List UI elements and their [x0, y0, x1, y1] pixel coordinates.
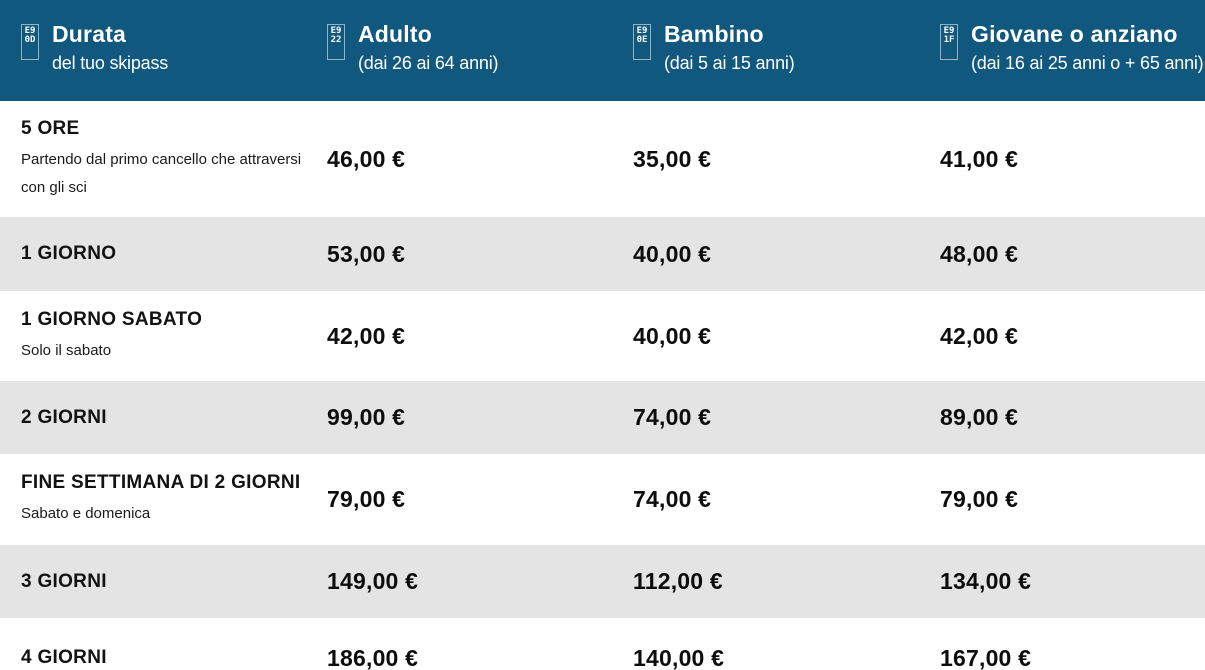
table-row: [0, 217, 1205, 291]
duration-cell: [21, 406, 327, 430]
row-title: FINE SETTIMANA DI 2 GIORNI: [21, 472, 301, 493]
row-title: 1 GIORNO: [21, 243, 117, 264]
price-adult: 99,00 €: [327, 404, 406, 430]
adult-icon: E9 22: [327, 24, 345, 60]
table-row: [0, 381, 1205, 454]
table-row: [0, 101, 1205, 217]
price-child: 74,00 €: [633, 404, 712, 430]
price-child: 40,00 €: [633, 322, 712, 349]
column-subtitle: (dai 26 ai 64 anni): [358, 53, 499, 73]
column-title: Bambino: [664, 21, 764, 47]
table-row: [0, 454, 1205, 545]
row-title: 5 ORE: [21, 117, 80, 139]
duration-cell: [21, 308, 327, 365]
youth-senior-icon: E9 1F: [940, 24, 958, 60]
price-child: 74,00 €: [633, 486, 712, 512]
column-subtitle: del tuo skipass: [52, 53, 169, 73]
duration-cell: [21, 117, 327, 202]
price-adult: 53,00 €: [327, 240, 406, 267]
column-title: Durata: [52, 21, 127, 47]
column-subtitle: (dai 5 ai 15 anni): [664, 53, 795, 73]
header-cell-adulto: [327, 21, 633, 75]
price-child: 35,00 €: [633, 145, 712, 172]
table-body: [0, 101, 1205, 670]
price-youth-senior: 42,00 €: [940, 322, 1019, 349]
price-child: 40,00 €: [633, 240, 712, 267]
duration-cell: [21, 471, 327, 528]
row-subtitle: Solo il sabato: [21, 341, 112, 359]
header-cell-bambino: [633, 21, 940, 75]
row-title: 4 GIORNI: [21, 647, 107, 668]
column-title: Giovane o anziano: [971, 21, 1178, 47]
row-title: 3 GIORNI: [21, 570, 107, 592]
price-adult: 46,00 €: [327, 145, 406, 172]
price-youth-senior: 89,00 €: [940, 404, 1019, 430]
price-youth-senior: 48,00 €: [940, 240, 1019, 267]
table-row: [0, 545, 1205, 618]
table-row: [0, 618, 1205, 670]
header-cell-giovane-o-anziano: [940, 21, 1205, 75]
price-child: 140,00 €: [633, 644, 725, 670]
table-header: [0, 0, 1205, 101]
row-subtitle: Sabato e domenica: [21, 505, 151, 522]
price-adult: 149,00 €: [327, 568, 419, 594]
price-youth-senior: 41,00 €: [940, 145, 1019, 172]
price-adult: 79,00 €: [327, 486, 406, 512]
price-youth-senior: 134,00 €: [940, 568, 1032, 594]
price-youth-senior: 167,00 €: [940, 644, 1032, 670]
duration-icon: E9 0D: [21, 24, 39, 60]
price-adult: 42,00 €: [327, 322, 406, 349]
duration-cell: [21, 242, 327, 266]
price-youth-senior: 79,00 €: [940, 486, 1019, 512]
duration-cell: [21, 646, 327, 670]
child-icon: E9 0E: [633, 24, 651, 60]
header-cell-durata: [21, 21, 327, 75]
column-subtitle: (dai 16 ai 25 anni o + 65 anni): [971, 53, 1204, 73]
price-child: 112,00 €: [633, 568, 723, 594]
row-subtitle: Partendo dal primo cancello che attraversi con gli sci: [21, 150, 302, 196]
table-row: [0, 291, 1205, 381]
row-title: 2 GIORNI: [21, 406, 107, 428]
column-title: Adulto: [358, 21, 433, 47]
price-adult: 186,00 €: [327, 644, 419, 670]
row-title: 1 GIORNO SABATO: [21, 308, 203, 330]
duration-cell: [21, 570, 327, 594]
